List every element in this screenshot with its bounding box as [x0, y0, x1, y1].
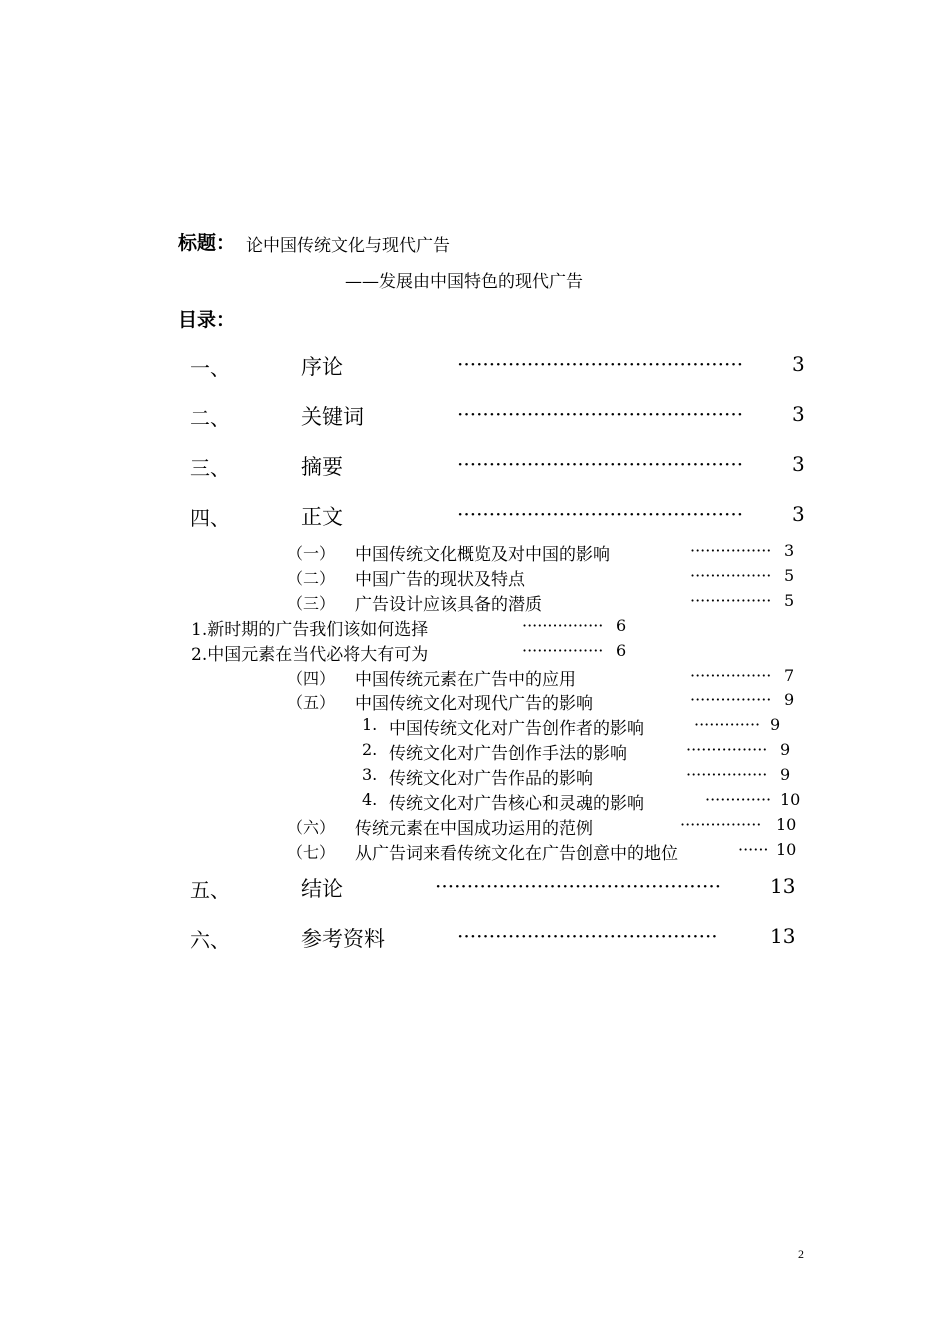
- toc-entry-title[interactable]: 摘要: [301, 455, 343, 479]
- toc-subentry-page: 5: [784, 566, 795, 585]
- toc-entry-leader: ·············································: [457, 402, 744, 426]
- toc-subsubentry-leader: ·············: [694, 715, 761, 734]
- toc-subentry-title[interactable]: 中国广告的现状及特点: [355, 570, 525, 590]
- toc-subentry-page: 5: [784, 591, 795, 610]
- toc-entry-leader: ·············································: [435, 874, 722, 898]
- toc-subsubentry-title[interactable]: 中国传统文化对广告创作者的影响: [389, 719, 644, 739]
- toc-entry-number: 六、: [190, 928, 230, 952]
- toc-subentry-leader: ················: [690, 591, 772, 610]
- toc-subsubentry-number: 1.: [362, 715, 378, 734]
- toc-subentry-number: （六）: [287, 818, 336, 837]
- toc-entry-page: 3: [792, 352, 805, 376]
- toc-entry-page: 3: [792, 502, 805, 526]
- toc-entry-leader: ·············································: [457, 352, 744, 376]
- toc-subsubentry-leader: ················: [686, 740, 768, 759]
- toc-subentry-leader: ················: [680, 815, 762, 834]
- toc-entry-number: 二、: [190, 406, 230, 430]
- toc-subsubentry-title[interactable]: 传统文化对广告创作手法的影响: [389, 744, 627, 764]
- toc-entry-title[interactable]: 关键词: [301, 405, 364, 429]
- toc-subentry-title[interactable]: 中国传统文化概览及对中国的影响: [355, 545, 610, 565]
- toc-subentry-page: 7: [784, 666, 795, 685]
- toc-subentry-number: （一）: [287, 544, 336, 563]
- toc-numbered-title[interactable]: 1.新时期的广告我们该如何选择: [191, 620, 429, 640]
- title-label: 标题：: [178, 232, 236, 254]
- toc-subentry-leader: ······: [738, 840, 769, 859]
- toc-subentry-title[interactable]: 从广告词来看传统文化在广告创意中的地位: [355, 844, 678, 864]
- toc-subsubentry-number: 2.: [362, 740, 378, 759]
- toc-entry-title[interactable]: 结论: [301, 877, 343, 901]
- toc-numbered-page: 6: [616, 616, 627, 635]
- toc-entry-number: 五、: [190, 878, 230, 902]
- toc-subsubentry-title[interactable]: 传统文化对广告核心和灵魂的影响: [389, 794, 644, 814]
- toc-subentry-number: （五）: [287, 693, 336, 712]
- toc-entry-page: 13: [770, 874, 796, 898]
- toc-subentry-number: （二）: [287, 569, 336, 588]
- toc-subsubentry-title[interactable]: 传统文化对广告作品的影响: [389, 769, 593, 789]
- toc-subentry-page: 3: [784, 541, 795, 560]
- toc-subentry-number: （三）: [287, 594, 336, 613]
- document-title: 论中国传统文化与现代广告: [246, 236, 450, 256]
- toc-entry-page: 13: [770, 924, 796, 948]
- toc-entry-page: 3: [792, 452, 805, 476]
- toc-entry-page: 3: [792, 402, 805, 426]
- toc-subentry-page: 10: [776, 815, 797, 834]
- toc-entry-title[interactable]: 序论: [301, 355, 343, 379]
- toc-entry-number: 一、: [190, 356, 230, 380]
- toc-subsubentry-page: 9: [780, 740, 791, 759]
- toc-subentry-title[interactable]: 中国传统元素在广告中的应用: [355, 670, 576, 690]
- toc-entry-leader: ·············································: [457, 502, 744, 526]
- toc-entry-number: 四、: [190, 506, 230, 530]
- toc-subsubentry-leader: ················: [686, 765, 768, 784]
- toc-label: 目录：: [178, 309, 236, 331]
- toc-numbered-leader: ················: [522, 641, 604, 660]
- toc-subentry-page: 9: [784, 690, 795, 709]
- toc-numbered-leader: ················: [522, 616, 604, 635]
- toc-subentry-number: （四）: [287, 669, 336, 688]
- toc-subentry-title[interactable]: 传统元素在中国成功运用的范例: [355, 819, 593, 839]
- toc-entry-title[interactable]: 正文: [301, 505, 343, 529]
- toc-subsubentry-page: 9: [780, 765, 791, 784]
- document-subtitle: ——发展由中国特色的现代广告: [345, 272, 583, 292]
- toc-subentry-page: 10: [776, 840, 797, 859]
- toc-entry-number: 三、: [190, 456, 230, 480]
- toc-subentry-number: （七）: [287, 843, 336, 862]
- toc-numbered-title[interactable]: 2.中国元素在当代必将大有可为: [191, 645, 429, 665]
- toc-subentry-leader: ················: [690, 566, 772, 585]
- toc-entry-leader: ·········································: [457, 924, 718, 948]
- page-number: 2: [798, 1247, 804, 1261]
- toc-entry-leader: ·············································: [457, 452, 744, 476]
- toc-subentry-leader: ················: [690, 541, 772, 560]
- toc-numbered-page: 6: [616, 641, 627, 660]
- toc-subentry-title[interactable]: 中国传统文化对现代广告的影响: [355, 694, 593, 714]
- toc-subentry-leader: ················: [690, 690, 772, 709]
- toc-subsubentry-number: 3.: [362, 765, 378, 784]
- toc-subsubentry-page: 9: [770, 715, 781, 734]
- toc-subsubentry-leader: ·············: [705, 790, 772, 809]
- toc-subentry-title[interactable]: 广告设计应该具备的潜质: [355, 595, 542, 615]
- toc-subsubentry-number: 4.: [362, 790, 378, 809]
- toc-subentry-leader: ················: [690, 666, 772, 685]
- toc-subsubentry-page: 10: [780, 790, 801, 809]
- toc-entry-title[interactable]: 参考资料: [301, 927, 385, 951]
